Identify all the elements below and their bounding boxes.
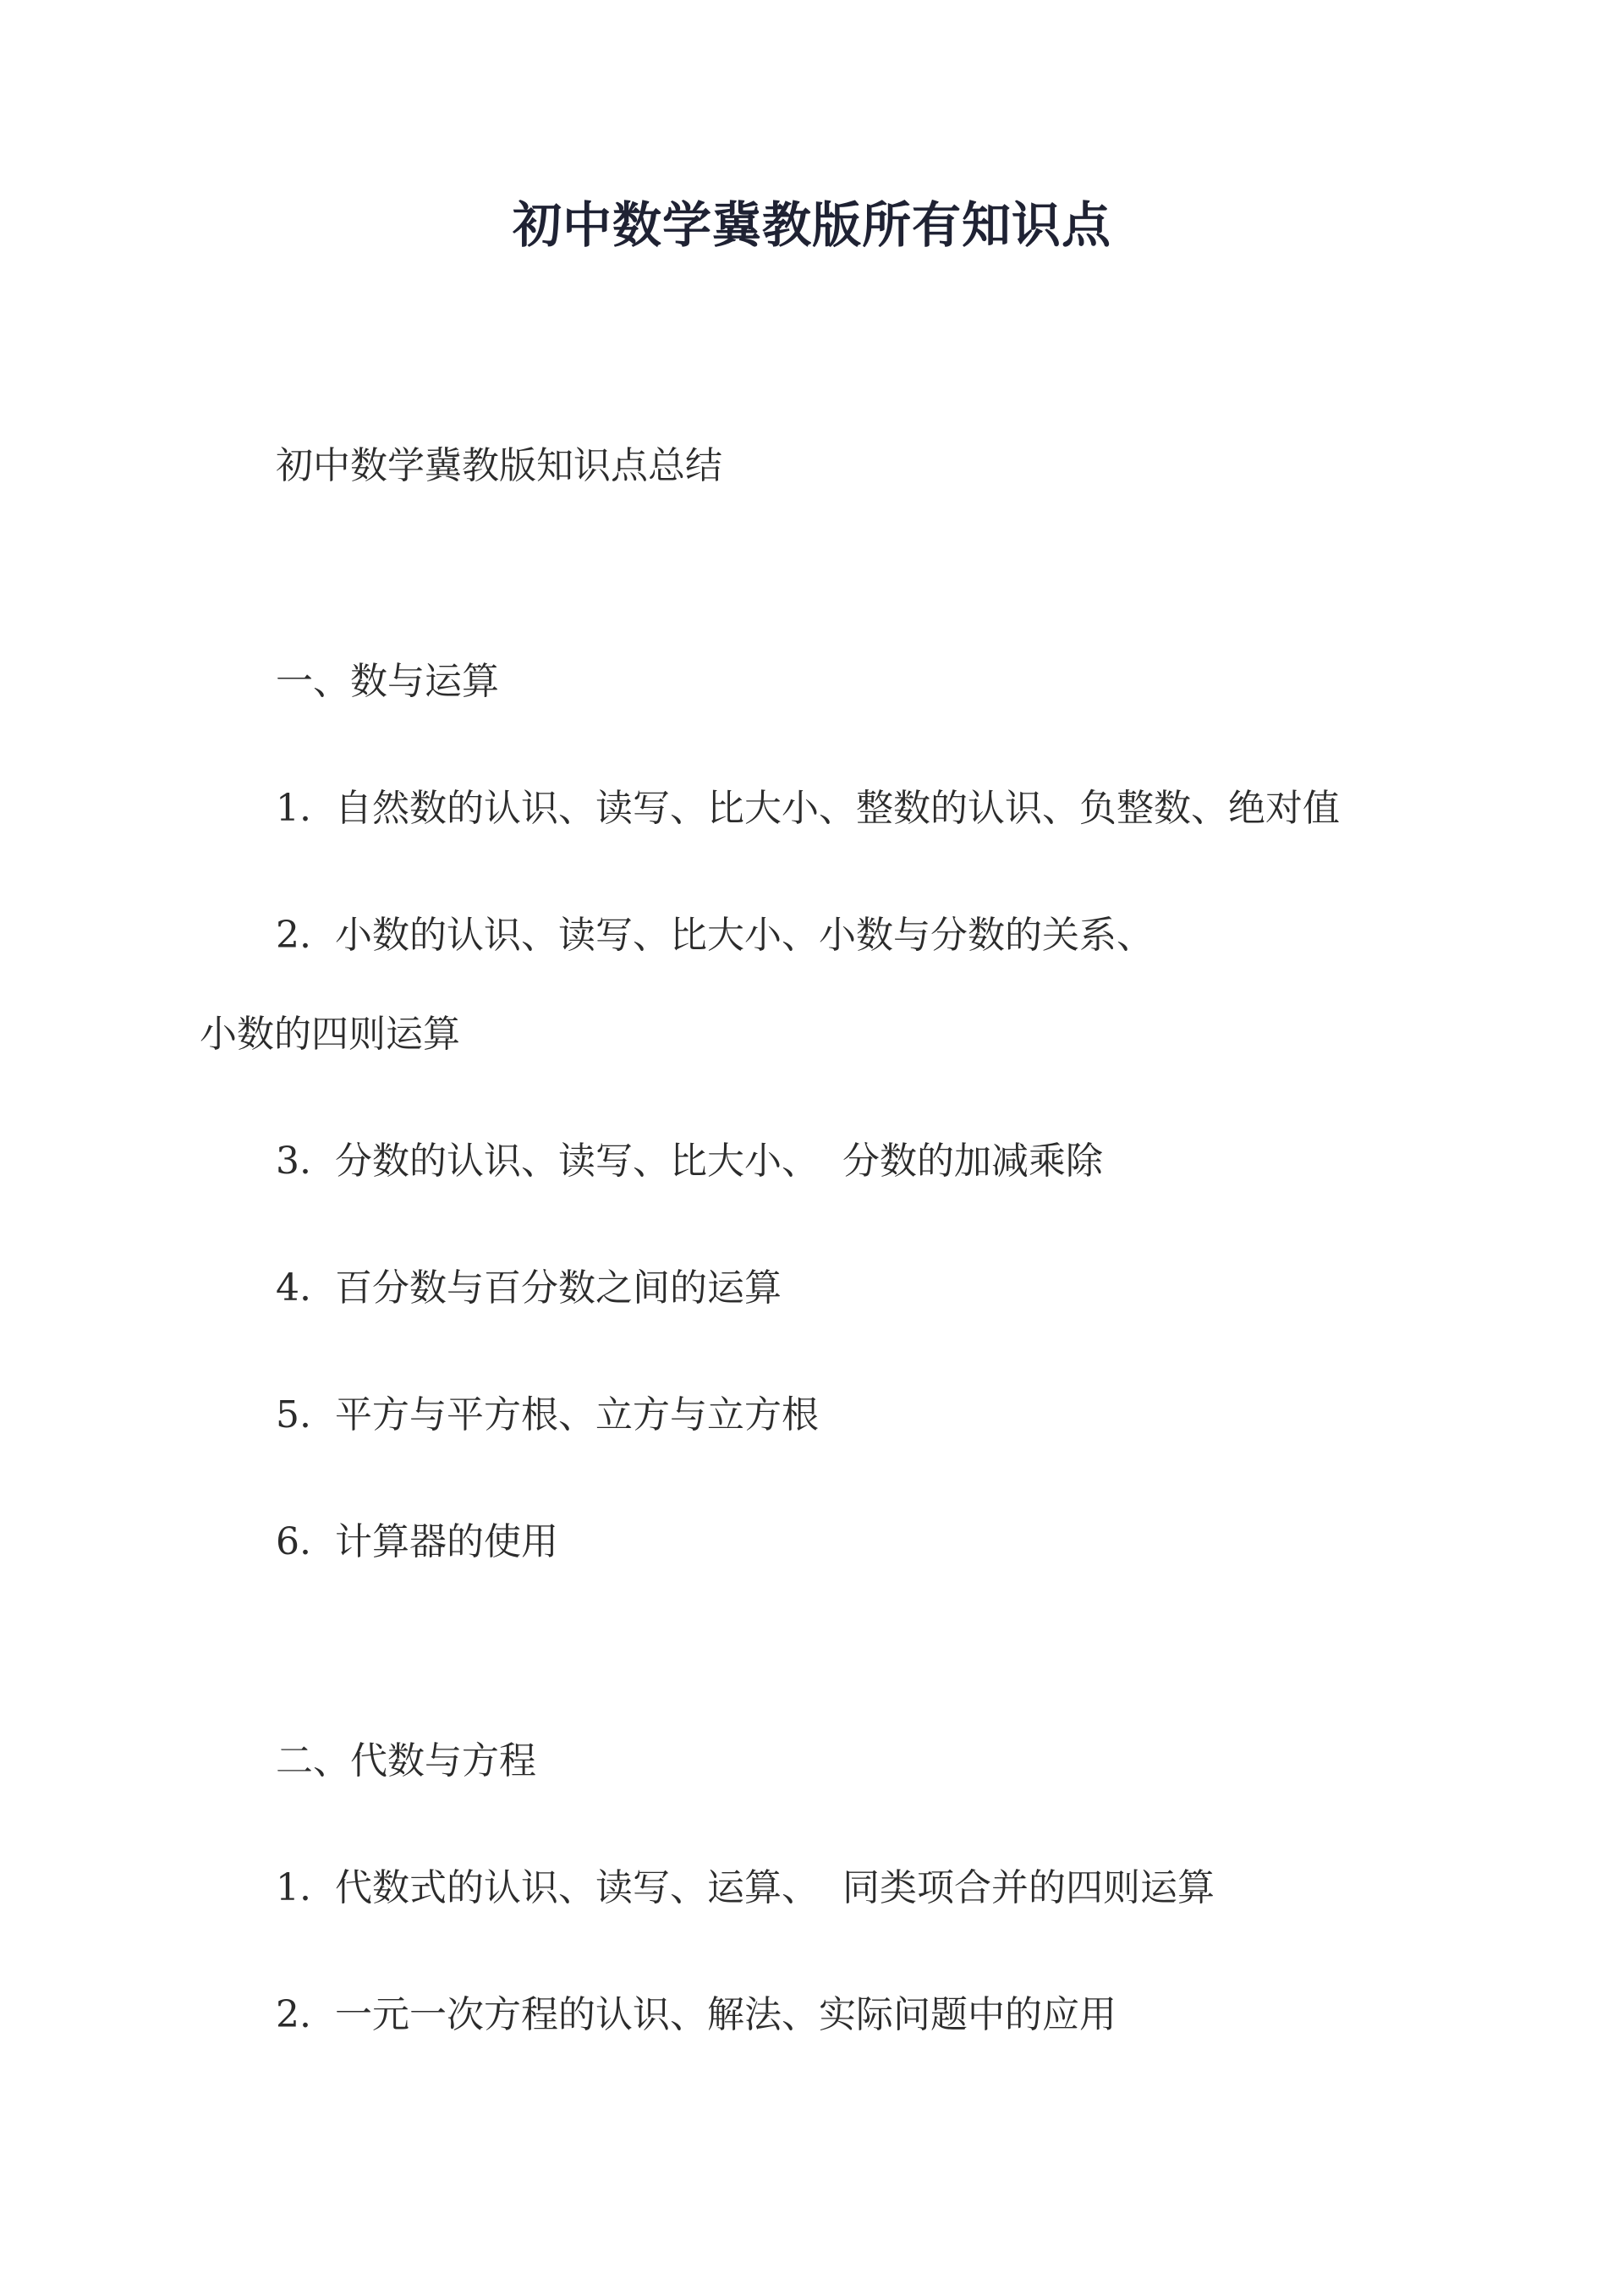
item-text: 代数式的认识、读写、运算、 同类项合并的四则运算 (335, 1866, 1215, 1909)
item-number: 1. (276, 1866, 311, 1909)
list-item (276, 1140, 1103, 1184)
list-item (276, 1520, 558, 1565)
list-item (276, 1866, 1215, 1911)
item-number: 2. (276, 914, 311, 957)
item-number: 5. (276, 1393, 311, 1436)
item-text-continuation: 小数的四则运算 (200, 1013, 460, 1056)
item-text: 平方与平方根、立方与立方根 (335, 1393, 819, 1436)
list-item (276, 1393, 819, 1438)
item-number: 4. (276, 1266, 311, 1310)
list-item (276, 787, 1340, 832)
list-item (276, 914, 1154, 958)
document-subtitle: 初中数学冀教版知识点总结 (276, 444, 722, 487)
item-number: 3. (276, 1140, 311, 1183)
page-title: 初中数学冀教版所有知识点 (512, 196, 1111, 254)
item-number: 2. (276, 1993, 311, 2036)
item-text: 自然数的认识、读写、比大小、整数的认识、负整数、绝对值 (335, 787, 1340, 830)
item-text: 百分数与百分数之间的运算 (335, 1266, 782, 1310)
list-item (276, 1266, 782, 1311)
section-heading-2: 二、代数与方程 (276, 1739, 536, 1782)
item-number: 6. (276, 1520, 311, 1563)
item-number: 1. (276, 787, 311, 830)
item-text: 分数的认识、读写、比大小、 分数的加减乘除 (335, 1140, 1103, 1183)
item-text: 计算器的使用 (335, 1520, 558, 1563)
section-heading-1: 一、数与运算 (276, 660, 499, 703)
item-text: 一元一次方程的认识、解法、实际问题中的应用 (335, 1993, 1116, 2036)
item-text: 小数的认识、读写、比大小、小数与分数的关系、 (335, 914, 1154, 957)
list-item (276, 1993, 1116, 2038)
